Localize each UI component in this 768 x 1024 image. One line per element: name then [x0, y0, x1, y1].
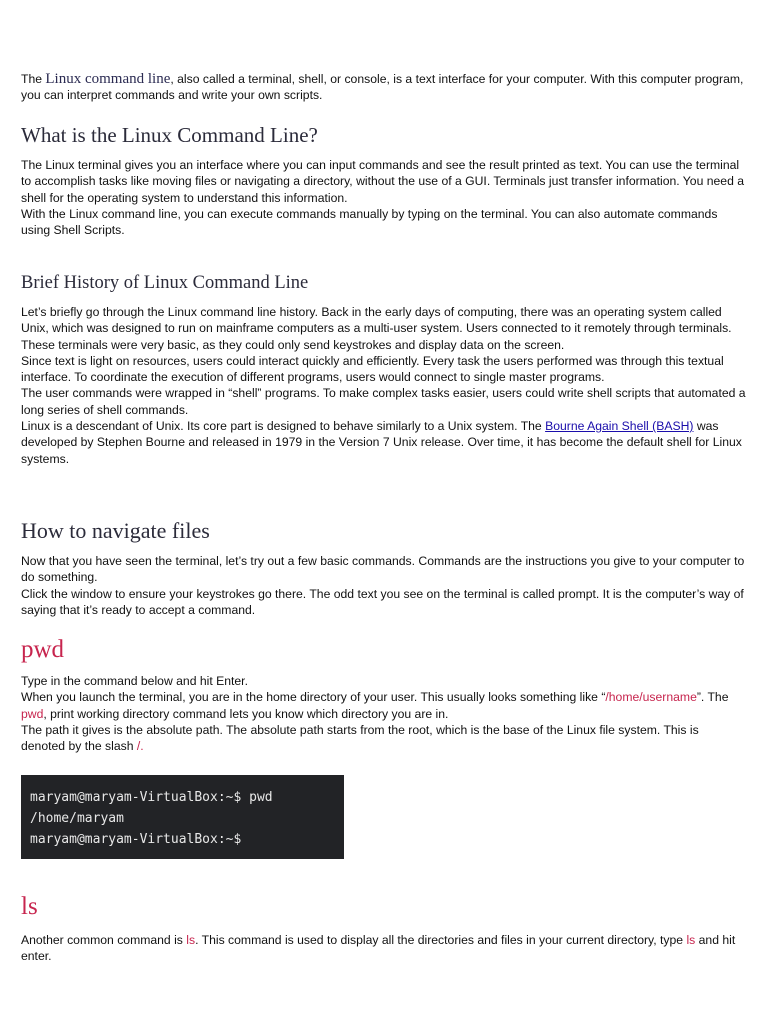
- text-span: When you launch the terminal, you are in the home directory of your user. This usually looks something like “: [21, 690, 606, 705]
- text-span: , print working directory command lets you know which directory you are in.: [43, 706, 449, 721]
- paragraph: Let’s briefly go through the Linux command line history. Back in the early days of computing, there was an operating system called Unix, which was designed to run on mainframe computers as a multi-user system. Users connected to it remotely through terminals.: [21, 305, 732, 336]
- paragraph: With the Linux command line, you can execute commands manually by typing on the terminal. You can also automate commands using Shell Scripts.: [21, 206, 718, 238]
- terminal-line: /home/maryam: [30, 811, 124, 826]
- terminal-line: maryam@maryam-VirtualBox:~$: [30, 832, 242, 847]
- paragraph: Click the window to ensure your keystrokes go there. The odd text you see on the terminal is called prompt. It is the computer’s way of saying that it’s ready to accept a command.: [21, 586, 744, 617]
- command-code: ls: [686, 933, 696, 947]
- section-heading-ls: ls: [21, 893, 38, 920]
- path-code: /home/username: [605, 690, 697, 705]
- section-ls-body: [21, 932, 746, 965]
- section-heading-navigate: How to navigate files: [21, 518, 210, 543]
- section-pwd-body: [21, 673, 746, 754]
- paragraph: [21, 932, 746, 965]
- bash-link[interactable]: Bourne Again Shell (BASH): [545, 419, 694, 434]
- paragraph: Now that you have seen the terminal, let’s try out a few basic commands. Commands are the instructions you give to your computer to do something.: [21, 554, 745, 585]
- text-span: was developed by Stephen Bourne and released in 1979 in the Version 7 Unix release. Over time, it has become the default shell for Linux systems.: [21, 419, 742, 466]
- text-span: ”. The: [696, 690, 729, 705]
- paragraph: The user commands were wrapped in “shell” programs. To make complex tasks easier, users could write shell scripts that automated a long series of shell commands.: [21, 386, 746, 417]
- paragraph: These terminals were very basic, as they could only send keystrokes and display data on the screen.: [21, 337, 565, 352]
- section-heading-pwd: pwd: [21, 636, 65, 663]
- intro-paragraph: [21, 71, 746, 104]
- command-code: ls: [186, 933, 196, 947]
- slash-code: /.: [136, 739, 144, 754]
- text-span: Linux is a descendant of Unix. Its core part is designed to behave similarly to a Unix system. The: [21, 419, 546, 434]
- paragraph: Type in the command below and hit Enter.: [21, 674, 248, 688]
- section-navigate-body: [21, 553, 746, 618]
- paragraph: Since text is light on resources, users could interact quickly and efficiently. Every task the users performed was through this textual interface. To coordinate the execution of different programs, users would connect to single master programs.: [21, 353, 724, 385]
- paragraph: The Linux terminal gives you an interface where you can input commands and see the result printed as text. You can use the terminal to accomplish tasks like moving files or navigating a directory, without the use of a GUI. Terminals just transfer information. You need a shell for the operating system to understand this information.: [21, 158, 745, 205]
- text-span: and hit enter.: [21, 933, 736, 964]
- intro-term: Linux command line: [45, 71, 171, 87]
- intro-rest: , also called a terminal, shell, or console, is a text interface for your computer. With this computer program, you can interpret commands and write your own scripts.: [21, 72, 744, 103]
- terminal-line: maryam@maryam-VirtualBox:~$ pwd: [30, 790, 273, 805]
- paragraph: [21, 418, 746, 467]
- paragraph: [21, 689, 746, 722]
- terminal-code-block: [21, 775, 344, 859]
- command-code: pwd: [21, 706, 44, 721]
- text-span: Another common command is: [21, 933, 187, 947]
- section-heading-what: What is the Linux Command Line?: [21, 123, 318, 147]
- section-what-body: [21, 157, 746, 238]
- section-heading-history: Brief History of Linux Command Line: [21, 273, 309, 293]
- section-history-body: [21, 304, 746, 467]
- paragraph: [21, 722, 746, 755]
- text-span: . This command is used to display all the directories and files in your current directory, type: [195, 933, 687, 947]
- text-span: The path it gives is the absolute path. The absolute path starts from the root, which is the base of the Linux file system. This is denoted by the slash: [21, 722, 699, 754]
- intro-prefix: The: [21, 72, 46, 86]
